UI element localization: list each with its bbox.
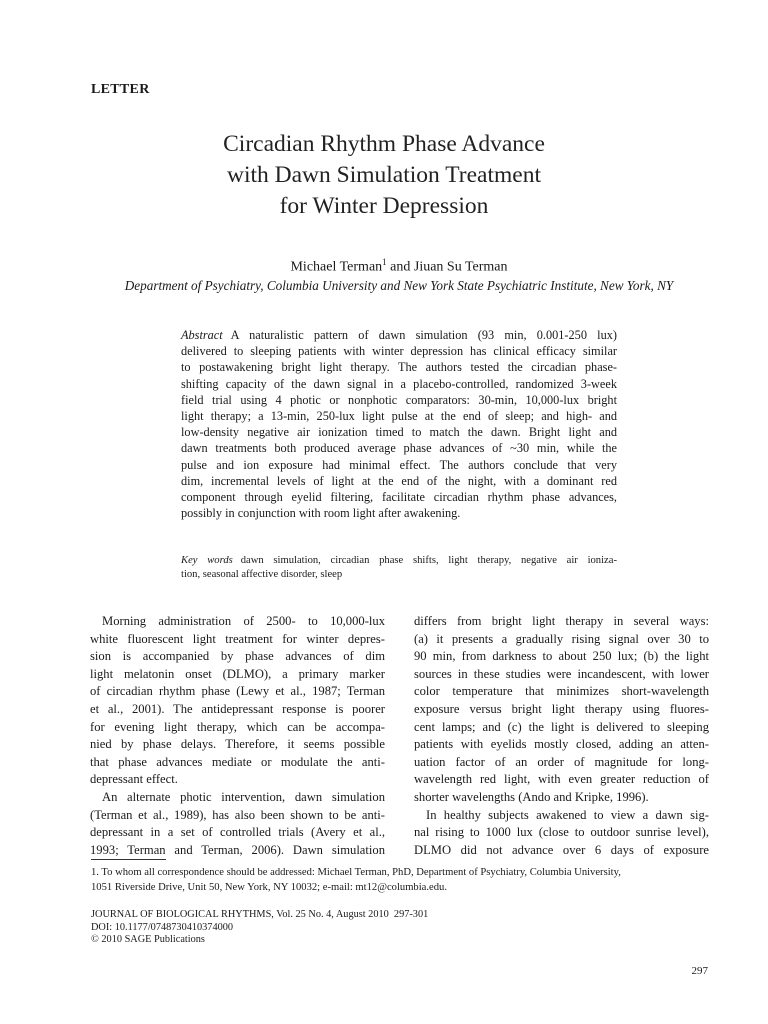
body-line: wavelength red light, with even greater reduction of bbox=[414, 772, 709, 787]
body-line: sion is accompanied by phase advances of dim bbox=[90, 649, 385, 664]
author-name: Jiuan Su Terman bbox=[413, 259, 508, 275]
abstract-line: component through eyelid filtering, facilitate circadian rhythm phase advances, bbox=[181, 490, 617, 505]
journal-citation: JOURNAL OF BIOLOGICAL RHYTHMS, Vol. 25 No. 4, August 2010 297-301 bbox=[91, 909, 429, 920]
author-name: Michael Terman bbox=[290, 259, 383, 275]
body-line: nal rising to 1000 lux (close to outdoor sunrise level), bbox=[414, 825, 709, 840]
body-line: et al., 2001). The antidepressant response is poorer bbox=[90, 701, 385, 716]
body-line: that phase advances mediate or modulate the anti- bbox=[90, 754, 385, 769]
body-right-column bbox=[414, 613, 709, 859]
body-line: depressant effect. bbox=[90, 772, 178, 787]
keywords-line: tion, seasonal affective disorder, sleep bbox=[181, 569, 343, 580]
footnote-divider bbox=[91, 859, 166, 860]
footnote-line: 1. To whom all correspondence should be addressed: Michael Terman, PhD, Department of Psychiatry, Columbia University, bbox=[91, 867, 621, 878]
abstract-line: field trial using 4 photic or nonphotic comparators: 30-min, 10,000-lux bright bbox=[181, 392, 617, 407]
abstract-line: light therapy; a 13-min, 250-lux light pulse at the end of sleep; and high- and bbox=[181, 409, 617, 424]
body-line: sources in these studies were incandescent, with lower bbox=[414, 666, 709, 681]
author-joiner: and bbox=[386, 259, 414, 275]
body-line: shorter wavelengths (Ando and Kripke, 1996). bbox=[414, 789, 649, 804]
article-title bbox=[0, 129, 768, 222]
abstract-line: dim, incremental levels of light at the end of the night, with a dominant red bbox=[181, 473, 617, 488]
affiliation: Department of Psychiatry, Columbia University and New York State Psychiatric Institute, New York, NY bbox=[124, 278, 674, 293]
keywords-label: Key words bbox=[181, 555, 233, 566]
journal-info bbox=[91, 909, 591, 947]
body-line: of circadian rhythm phase (Lewy et al., 1987; Terman bbox=[90, 684, 385, 699]
body-line: 1993; Terman and Terman, 2006). Dawn simulation bbox=[90, 842, 385, 857]
keywords-line: Key words dawn simulation, circadian phase shifts, light therapy, negative air ioniza- bbox=[181, 555, 617, 566]
body-line: nied by phase delays. Therefore, it seems possible bbox=[90, 737, 385, 752]
body-line: 90 min, from darkness to about 250 lux; (b) the light bbox=[414, 649, 709, 664]
body-line: for evening light therapy, which can be accompa- bbox=[90, 719, 385, 734]
body-line: cent lamps; and (c) the light is delivered to sleeping bbox=[414, 719, 709, 734]
body-left-column bbox=[90, 613, 385, 859]
footnote-line: 1051 Riverside Drive, Unit 50, New York, NY 10032; e-mail: mt12@columbia.edu. bbox=[91, 882, 447, 893]
body-line: (a) it presents a gradually rising signal over 30 to bbox=[414, 631, 709, 646]
body-line: Morning administration of 2500- to 10,000-lux bbox=[102, 614, 385, 628]
abstract bbox=[181, 327, 617, 521]
body-line: differs from bright light therapy in several ways: bbox=[414, 614, 709, 628]
abstract-line: low-density negative air ionization timed to match the dawn. Bright light and bbox=[181, 425, 617, 440]
body-line: depressant in a set of controlled trials (Avery et al., bbox=[90, 825, 385, 840]
abstract-line: Abstract A naturalistic pattern of dawn simulation (93 min, 0.001-250 lux) bbox=[181, 328, 617, 342]
abstract-label: Abstract bbox=[181, 328, 223, 342]
body-line: white fluorescent light treatment for winter depres- bbox=[90, 631, 385, 646]
abstract-line: possibly in conjunction with room light after awakening. bbox=[181, 506, 461, 521]
body-line: patients with eyelids mostly closed, adding an atten- bbox=[414, 737, 709, 752]
journal-doi: DOI: 10.1177/0748730410374000 bbox=[91, 921, 234, 933]
abstract-line: pulse and ion exposure had minimal effect. The authors conclude that very bbox=[181, 457, 617, 472]
body-line: light melatonin onset (DLMO), a primary marker bbox=[90, 666, 385, 681]
body-line: uation factor of an order of magnitude for long- bbox=[414, 754, 709, 769]
footnote bbox=[91, 865, 711, 895]
journal-copyright: © 2010 SAGE Publications bbox=[91, 934, 205, 945]
author-affiliation-marker: 1 bbox=[382, 257, 387, 267]
body-line: color temperature that minimizes short-wavelength bbox=[414, 684, 709, 699]
body-line: exposure versus bright light therapy using fluores- bbox=[414, 701, 709, 716]
keywords bbox=[181, 554, 617, 582]
page-number: 297 bbox=[691, 965, 708, 977]
body-line: In healthy subjects awakened to view a dawn sig- bbox=[426, 807, 709, 822]
abstract-line: delivered to sleeping patients with winter depression has clinical efficacy similar bbox=[181, 344, 617, 359]
author-list bbox=[0, 257, 768, 276]
body-line: An alternate photic intervention, dawn simulation bbox=[102, 789, 385, 804]
abstract-line: dawn treatments both produced average phase advances of ~30 min, while the bbox=[181, 441, 617, 456]
body-line: (Terman et al., 1989), has also been shown to be anti- bbox=[90, 807, 385, 822]
title-line: with Dawn Simulation Treatment bbox=[227, 162, 541, 188]
title-line: for Winter Depression bbox=[279, 193, 489, 219]
abstract-line: to postawakening bright light therapy. The authors tested the circadian phase- bbox=[181, 360, 617, 375]
abstract-line: shifting capacity of the dawn signal in a placebo-controlled, randomized 3-week bbox=[181, 376, 617, 391]
section-label: LETTER bbox=[91, 82, 150, 97]
title-line: Circadian Rhythm Phase Advance bbox=[223, 131, 545, 157]
body-line: DLMO did not advance over 6 days of exposure bbox=[414, 842, 709, 857]
